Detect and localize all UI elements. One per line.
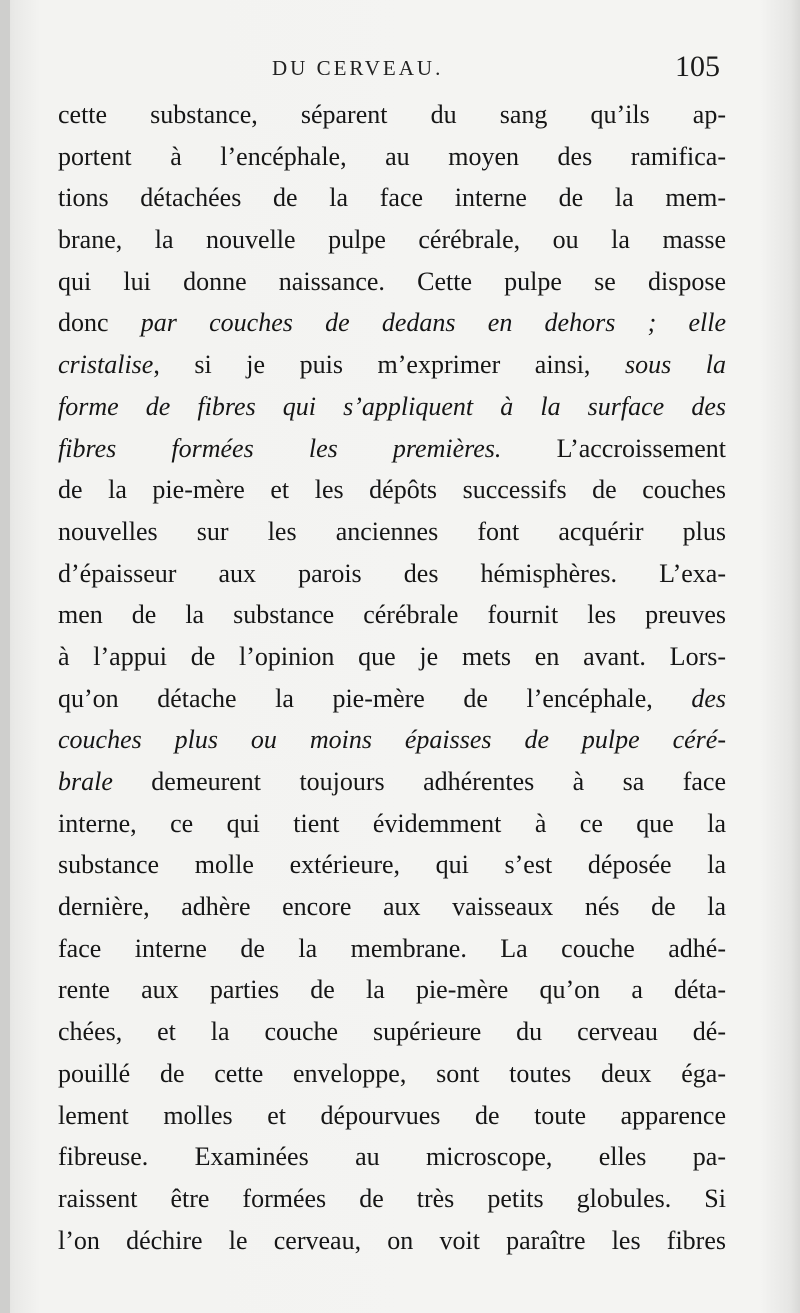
text-segment: men de la substance cérébrale fournit les preuves [58,600,726,630]
body-text [58,94,726,1261]
text-line [58,94,726,136]
italic-text-segment: fibres formées les premières. [58,433,502,463]
text-line [58,1011,726,1053]
text-line [58,261,726,303]
text-segment: cette substance, séparent du sang qu’ils ap- [58,100,726,129]
text-segment: donc [58,308,141,338]
text-line [58,719,726,761]
text-line [58,553,726,595]
text-line [58,678,726,720]
text-line [58,511,726,553]
text-line [58,594,726,636]
text-line [58,469,726,511]
text-line [58,136,726,178]
text-line [58,761,726,803]
text-line [58,428,726,470]
text-line [58,302,726,344]
text-line [58,844,726,886]
page-binding-edge [0,0,10,1313]
text-segment: l’on déchire le cerveau, on voit paraître les fibres [58,1225,726,1255]
text-segment: lement molles et dépourvues de toute apparence [58,1100,726,1130]
text-segment: qu’on détache la pie-mère de l’encéphale, [58,683,692,713]
italic-text-segment: brale [58,767,113,796]
text-segment: interne, ce qui tient évidemment à ce que la [58,808,726,838]
text-line [58,386,726,428]
text-segment: fibreuse. Examinées au microscope, elles pa- [58,1142,726,1172]
text-line [58,1053,726,1095]
text-segment: brane, la nouvelle pulpe cérébrale, ou la masse [58,225,726,255]
text-line [58,219,726,261]
italic-text-segment: des [691,683,726,713]
text-segment: tions détachées de la face interne de la mem- [58,183,726,213]
text-line [58,344,726,386]
text-segment: L’accroissement [501,433,726,463]
text-segment: rente aux parties de la pie-mère qu’on a déta- [58,975,726,1005]
text-segment: d’épaisseur aux parois des hémisphères. L’exa- [58,558,726,588]
text-segment: demeurent toujours adhérentes à sa face [112,767,726,796]
text-segment: raissent être formées de très petits globules. Si [58,1183,726,1213]
text-line [58,1178,726,1220]
text-segment: qui lui donne naissance. Cette pulpe se dispose [58,266,726,296]
text-segment: de la pie-mère et les dépôts successifs de couches [58,475,726,505]
text-line [58,803,726,845]
running-title: DU CERVEAU. [272,56,444,80]
running-head [0,50,800,84]
text-segment: à l’appui de l’opinion que je mets en avant. Lors- [58,641,726,671]
italic-text-segment: sous la [624,350,727,380]
italic-text-segment: couches plus ou moins épaisses de pulpe céré- [58,725,726,755]
text-segment: face interne de la membrane. La couche adhé- [58,933,726,963]
text-segment: substance molle extérieure, qui s’est déposée la [58,850,726,880]
text-line [58,928,726,970]
text-segment: chées, et la couche supérieure du cerveau dé- [58,1017,726,1047]
page-number: 105 [675,50,720,83]
text-segment: pouillé de cette enveloppe, sont toutes deux éga- [58,1058,726,1088]
text-segment: portent à l’encéphale, au moyen des ramifica- [58,141,726,171]
italic-text-segment: par couches de dedans en dehors ; elle [140,308,726,338]
text-line [58,636,726,678]
text-line [58,1136,726,1178]
text-line [58,886,726,928]
text-segment: dernière, adhère encore aux vaisseaux nés de la [58,892,726,922]
text-segment: nouvelles sur les anciennes font acquérir plus [58,516,726,546]
text-line [58,1095,726,1137]
italic-text-segment: cristalise [58,350,154,380]
text-line [58,969,726,1011]
text-segment: , si je puis m’exprimer ainsi, [153,350,625,380]
italic-text-segment: forme de fibres qui s’appliquent à la surface des [58,391,726,421]
text-line [58,1220,726,1262]
text-line [58,177,726,219]
